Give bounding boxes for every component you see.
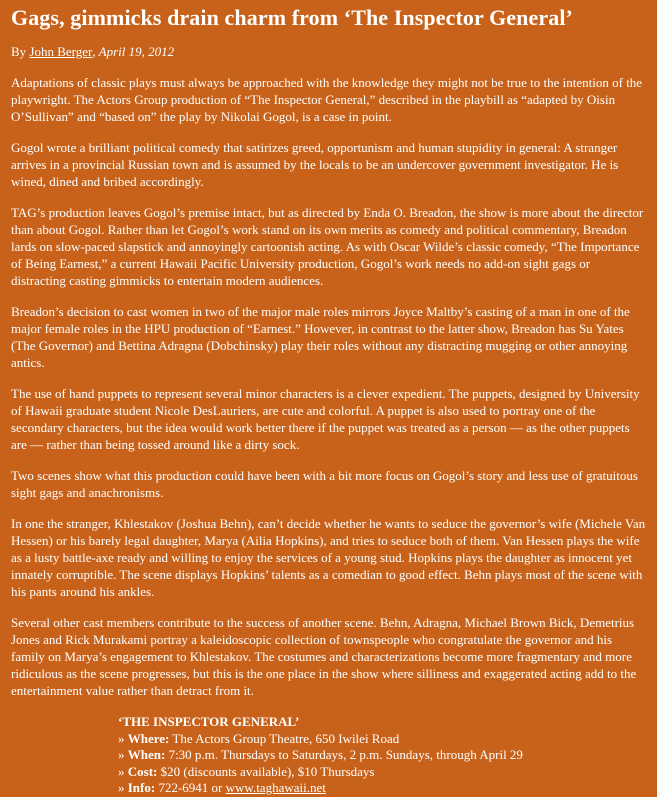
info-cost bbox=[118, 764, 647, 781]
article-date: , April 19, 2012 bbox=[92, 44, 175, 59]
byline bbox=[11, 44, 647, 60]
info-label: Info: bbox=[127, 780, 156, 795]
bullet-icon: » bbox=[118, 730, 128, 746]
bullet-icon: » bbox=[118, 763, 128, 779]
article-title: Gags, gimmicks drain charm from ‘The Inspector General’ bbox=[11, 5, 573, 30]
paragraph-4: Breadon’s decision to cast women in two of the major male roles mirrors Joyce Maltby’s casting of a man in one of the major female roles in the HPU production of “Earnest.” However, in contrast to the latter show, Breadon has Su Yates (The Governor) and Bettina Adragna (Dobchinsky) play their roles without any distracting mugging or other annoying antics. bbox=[11, 304, 630, 370]
info-when bbox=[118, 747, 647, 764]
cost-value: $20 (discounts available), $10 Thursdays bbox=[157, 763, 375, 779]
show-info-title: ‘THE INSPECTOR GENERAL’ bbox=[118, 714, 300, 729]
bullet-icon: » bbox=[118, 780, 128, 795]
author-link[interactable]: John Berger bbox=[29, 44, 93, 59]
where-label: Where: bbox=[127, 730, 170, 746]
show-info-box bbox=[118, 714, 647, 797]
bullet-icon: » bbox=[118, 747, 128, 762]
paragraph-1: Adaptations of classic plays must always be approached with the knowledge they might not be true to the intention of the playwright. The Actors Group production of “The Inspector General,” described in the playbill as “adapted by Oisin O’Sullivan” and “based on” the play by Nikolai Gogol, is a case in point. bbox=[11, 75, 643, 124]
paragraph-2: Gogol wrote a brilliant political comedy that satirizes greed, opportunism and human stupidity in general: A stranger arrives in a provincial Russian town and is assumed by the locals to be an undercover government investigator. He is wined, dined and bribed accordingly. bbox=[11, 140, 619, 189]
when-label: When: bbox=[127, 747, 166, 762]
info-value: 722-6941 or bbox=[155, 780, 226, 795]
where-value: The Actors Group Theatre, 650 Iwilei Road bbox=[169, 730, 400, 746]
info-contact bbox=[118, 780, 647, 797]
paragraph-5: The use of hand puppets to represent several minor characters is a clever expedient. The puppets, designed by University of Hawaii graduate student Nicole DesLauriers, are cute and colorful. A puppet is also used to portray one of the secondary characters, but the idea would work better there if the puppet was treated as a person — as the other puppets are — rather than being tossed around like a dirty sock. bbox=[11, 386, 640, 452]
cost-label: Cost: bbox=[127, 763, 158, 779]
info-where bbox=[118, 731, 647, 748]
paragraph-8: Several other cast members contribute to the success of another scene. Behn, Adragna, Michael Brown Bick, Demetrius Jones and Rick Murakami portray a kaleidoscopic collection of townspeople who congratulate the governor and his family on Marya’s engagement to Khlestakov. The costumes and characterizations become more fragmentary and more ridiculous as the scene progresses, but this is the one place in the show where silliness and exaggerated acting add to the entertainment value rather than detract from it. bbox=[11, 615, 637, 698]
website-link[interactable]: www.taghawaii.net bbox=[225, 780, 326, 795]
byline-prefix: By bbox=[11, 44, 30, 59]
paragraph-7: In one the stranger, Khlestakov (Joshua Behn), can’t decide whether he wants to seduce the governor’s wife (Michele Van Hessen) or his barely legal daughter, Marya (Ailia Hopkins), and tries to seduce both of them. Van Hessen plays the wife as a lusty battle-axe ready and willing to enjoy the services of a young stud. Hopkins plays the daughter as innocent yet innately corruptible. The scene displays Hopkins’ talents as a comedian to good effect. Behn plays most of the scene with his pants around his ankles. bbox=[11, 516, 646, 599]
paragraph-6: Two scenes show what this production could have been with a bit more focus on Gogol’s story and less use of gratuitous sight gags and anachronisms. bbox=[11, 468, 638, 500]
paragraph-3: TAG’s production leaves Gogol’s premise intact, but as directed by Enda O. Breadon, the show is more about the director than about Gogol. Rather than let Gogol’s work stand on its own merits as comedy and political commentary, Breadon lards on slow-paced slapstick and annoyingly cartoonish acting. As with Oscar Wilde’s classic comedy, “The Importance of Being Earnest,” a current Hawaii Pacific University production, Gogol’s work needs no add-on sight gags or distracting casting gimmicks to entertain modern audiences. bbox=[11, 205, 644, 288]
when-value: 7:30 p.m. Thursdays to Saturdays, 2 p.m. Sundays, through April 29 bbox=[165, 747, 523, 762]
